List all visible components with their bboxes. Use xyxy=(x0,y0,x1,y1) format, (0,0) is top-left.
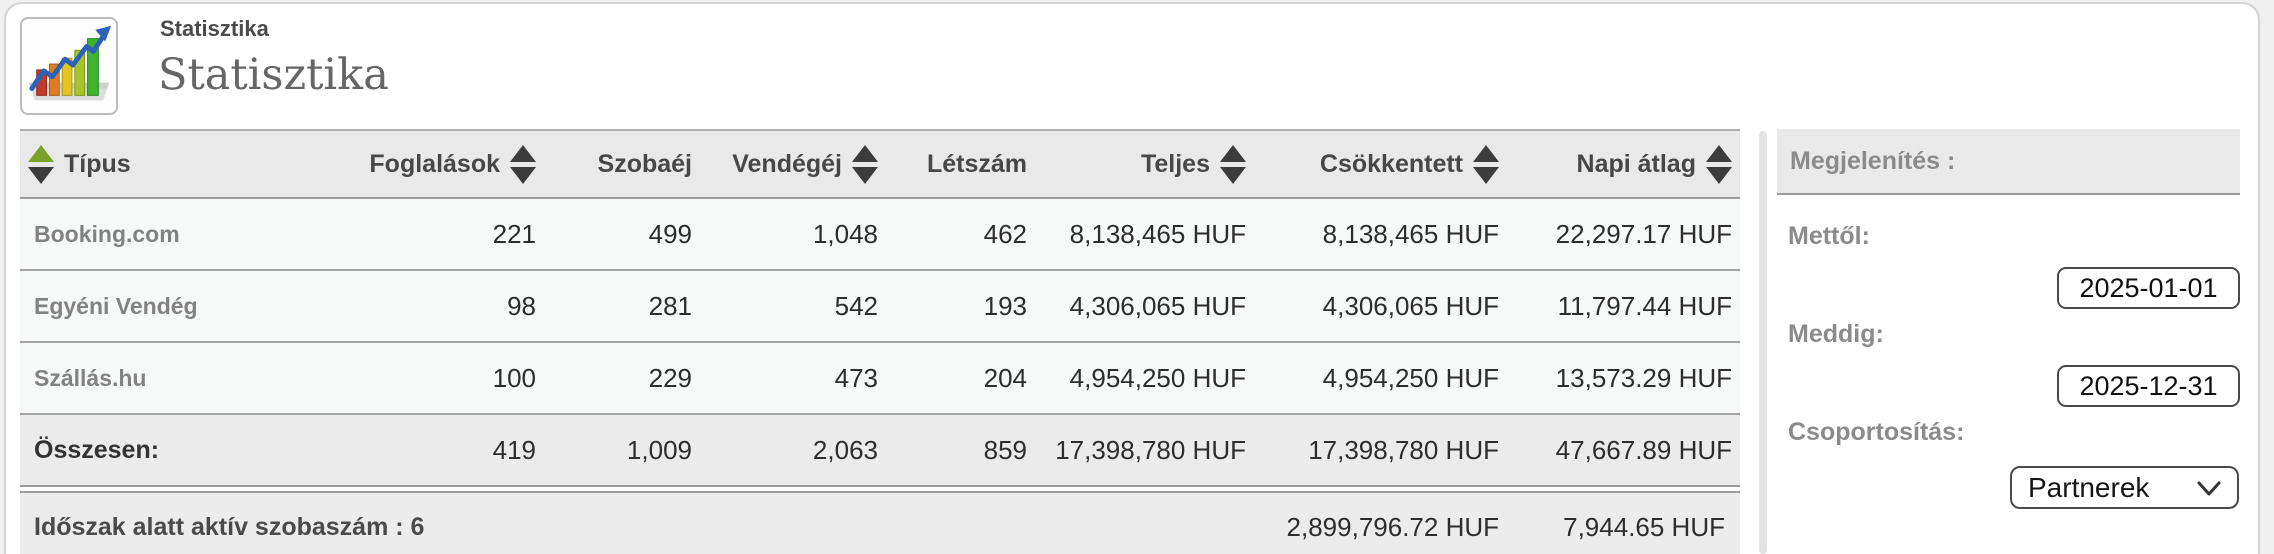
column-label: Vendégéj xyxy=(732,149,842,178)
sort-arrows xyxy=(510,145,536,184)
cell-foglalasok: 221 xyxy=(350,198,544,270)
sort-desc-icon xyxy=(1473,167,1499,184)
cell-vendegej: 1,048 xyxy=(700,198,886,270)
sort-arrows xyxy=(1220,145,1246,184)
date-to-label: Meddig: xyxy=(1788,320,1884,348)
breadcrumb-title: Statisztika xyxy=(160,16,269,41)
sort-asc-icon xyxy=(1220,145,1246,162)
sort-asc-icon xyxy=(1473,145,1499,162)
cell-foglalasok: 98 xyxy=(350,270,544,342)
cell-vendegej-total: 2,063 xyxy=(700,414,886,486)
active-rooms-summary: Időszak alatt aktív szobaszám : 6 xyxy=(34,512,425,541)
cell-vendegej: 542 xyxy=(700,270,886,342)
column-label: Napi átlag xyxy=(1576,149,1696,178)
table-row-szallas-hu xyxy=(20,342,1740,414)
cell-napi-atlag-total: 47,667.89 HUF xyxy=(1507,414,1740,486)
grouping-selected-value: Partnerek xyxy=(2028,471,2150,503)
cell-letszam: 193 xyxy=(886,270,1035,342)
total-label: Összesen: xyxy=(20,414,350,486)
cell-teljes-total: 17,398,780 HUF xyxy=(1035,414,1254,486)
partner-name: Szállás.hu xyxy=(20,342,350,414)
cell-napi-atlag: 11,797.44 HUF xyxy=(1507,270,1740,342)
column-label: Foglalások xyxy=(369,149,500,178)
display-panel-header: Megjelenítés : xyxy=(1777,129,2240,195)
sort-asc-icon xyxy=(510,145,536,162)
cell-csokkentett: 8,138,465 HUF xyxy=(1254,198,1507,270)
partner-name: Egyéni Vendég xyxy=(20,270,350,342)
column-header-napi-atlag[interactable] xyxy=(1507,130,1740,198)
column-header-tipus[interactable] xyxy=(20,130,350,198)
sort-arrows xyxy=(1473,145,1499,184)
cell-csokkentett-total: 17,398,780 HUF xyxy=(1254,414,1507,486)
table-row-booking-com xyxy=(20,198,1740,270)
sort-asc-icon xyxy=(852,145,878,162)
cell-szobaej: 229 xyxy=(544,342,700,414)
column-label: Szobaéj xyxy=(597,149,692,178)
column-header-csokkentett[interactable] xyxy=(1254,130,1507,198)
column-label: Típus xyxy=(64,149,131,178)
column-label: Teljes xyxy=(1140,149,1210,178)
sort-desc-icon xyxy=(1220,167,1246,184)
sort-asc-active-icon xyxy=(28,145,54,162)
sort-arrows xyxy=(852,145,878,184)
date-to-input[interactable] xyxy=(2057,365,2240,407)
table-header-row xyxy=(20,130,1740,198)
grouping-label: Csoportosítás: xyxy=(1788,418,1965,446)
sort-arrows xyxy=(1706,145,1732,184)
cell-foglalasok: 100 xyxy=(350,342,544,414)
column-header-letszam[interactable] xyxy=(886,130,1035,198)
cell-szobaej-total: 1,009 xyxy=(544,414,700,486)
cell-szobaej: 281 xyxy=(544,270,700,342)
cell-napi-atlag: 22,297.17 HUF xyxy=(1507,198,1740,270)
column-label: Létszám xyxy=(926,149,1027,178)
table-row-egyeni-vendeg xyxy=(20,270,1740,342)
cell-szobaej: 499 xyxy=(544,198,700,270)
cell-teljes: 4,306,065 HUF xyxy=(1035,270,1254,342)
partner-name: Booking.com xyxy=(20,198,350,270)
summary-csokkentett-value: 2,899,796.72 HUF xyxy=(1286,511,1499,542)
date-from-label: Mettől: xyxy=(1788,222,1870,250)
summary-napi-atlag-value: 7,944.65 HUF xyxy=(1563,511,1725,542)
chevron-down-icon xyxy=(2197,481,2221,497)
sort-desc-icon xyxy=(1706,167,1732,184)
sort-arrows xyxy=(28,145,54,184)
statistics-table xyxy=(20,129,1740,487)
cell-foglalasok-total: 419 xyxy=(350,414,544,486)
cell-letszam: 204 xyxy=(886,342,1035,414)
column-header-vendegej[interactable] xyxy=(700,130,886,198)
panel-divider xyxy=(1759,131,1767,554)
page-title: Statisztika xyxy=(158,50,389,100)
grouping-select[interactable] xyxy=(2010,466,2239,509)
cell-napi-atlag: 13,573.29 HUF xyxy=(1507,342,1740,414)
sort-desc-icon xyxy=(28,167,54,184)
cell-vendegej: 473 xyxy=(700,342,886,414)
bar-chart-growth-icon xyxy=(25,22,113,110)
column-label: Csökkentett xyxy=(1319,149,1463,178)
sort-asc-icon xyxy=(1706,145,1732,162)
cell-csokkentett: 4,306,065 HUF xyxy=(1254,270,1507,342)
cell-teljes: 4,954,250 HUF xyxy=(1035,342,1254,414)
cell-letszam-total: 859 xyxy=(886,414,1035,486)
date-from-input[interactable] xyxy=(2057,267,2240,309)
sort-desc-icon xyxy=(510,167,536,184)
table-summary-row xyxy=(20,491,1740,554)
statistics-chart-icon xyxy=(20,17,118,115)
cell-teljes: 8,138,465 HUF xyxy=(1035,198,1254,270)
column-header-szobaej[interactable] xyxy=(544,130,700,198)
cell-letszam: 462 xyxy=(886,198,1035,270)
column-header-foglalasok[interactable] xyxy=(350,130,544,198)
column-header-teljes[interactable] xyxy=(1035,130,1254,198)
table-total-row xyxy=(20,414,1740,486)
sort-desc-icon xyxy=(852,167,878,184)
cell-csokkentett: 4,954,250 HUF xyxy=(1254,342,1507,414)
